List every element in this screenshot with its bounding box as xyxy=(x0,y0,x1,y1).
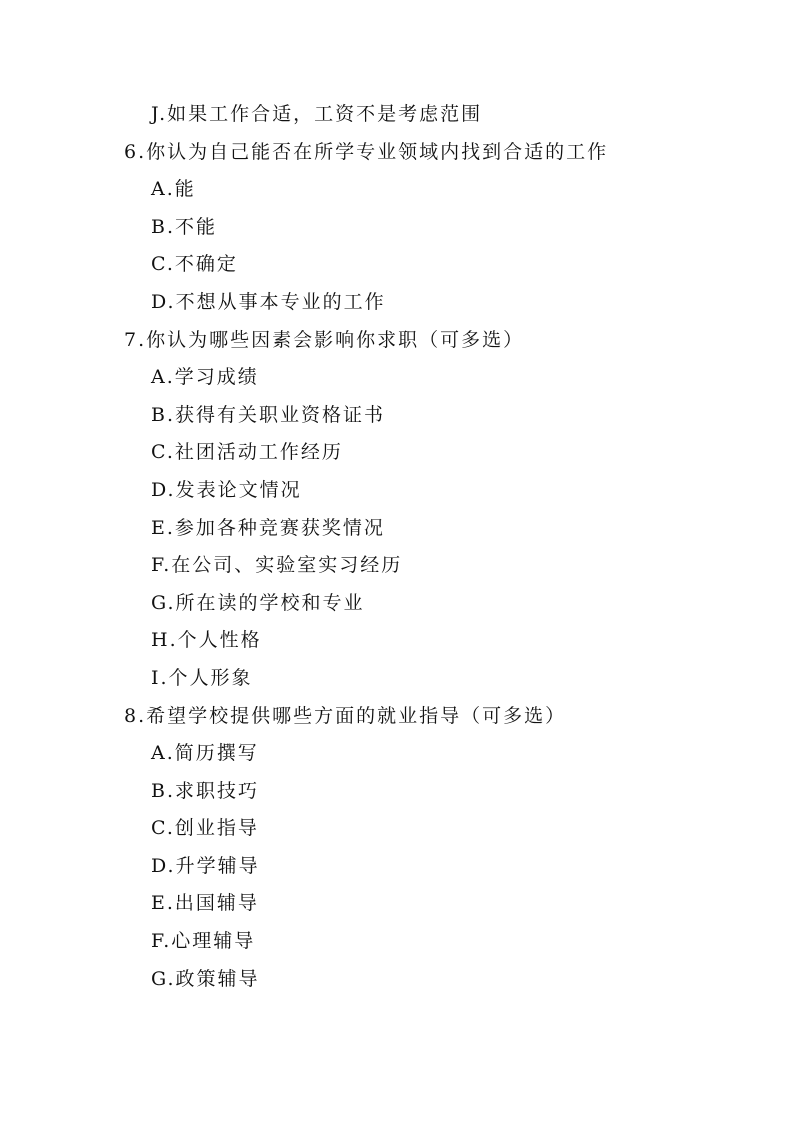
question-8: 8.希望学校提供哪些方面的就业指导（可多选） xyxy=(124,704,567,727)
option-q6-d: D.不想从事本专业的工作 xyxy=(151,290,386,313)
option-q6-a: A.能 xyxy=(151,178,196,201)
option-q7-e: E.参加各种竞赛获奖情况 xyxy=(151,516,385,539)
option-q7-h: H.个人性格 xyxy=(151,629,262,652)
option-q8-b: B.求职技巧 xyxy=(151,779,260,802)
questionnaire-page xyxy=(0,96,793,998)
option-q7-b: B.获得有关职业资格证书 xyxy=(151,403,386,426)
option-q8-a: A.简历撰写 xyxy=(151,742,259,765)
option-q7-d: D.发表论文情况 xyxy=(151,478,302,501)
option-q8-g: G.政策辅导 xyxy=(151,967,260,990)
option-q8-d: D.升学辅导 xyxy=(151,854,260,877)
option-q8-f: F.心理辅导 xyxy=(151,930,256,953)
question-6: 6.你认为自己能否在所学专业领域内找到合适的工作 xyxy=(124,140,609,163)
option-q7-c: C.社团活动工作经历 xyxy=(151,441,343,464)
option-q7-f: F.在公司、实验室实习经历 xyxy=(151,554,403,577)
question-7: 7.你认为哪些因素会影响你求职（可多选） xyxy=(124,328,525,351)
option-q8-e: E.出国辅导 xyxy=(151,892,259,915)
option-q5-j: J.如果工作合适，工资不是考虑范围 xyxy=(151,103,483,125)
option-q8-c: C.创业指导 xyxy=(151,817,259,840)
option-q6-b: B.不能 xyxy=(151,215,218,238)
option-q7-g: G.所在读的学校和专业 xyxy=(151,591,365,614)
option-q7-a: A.学习成绩 xyxy=(151,366,259,389)
option-q6-c: C.不确定 xyxy=(151,253,238,276)
option-q7-i: I.个人形象 xyxy=(151,666,253,689)
